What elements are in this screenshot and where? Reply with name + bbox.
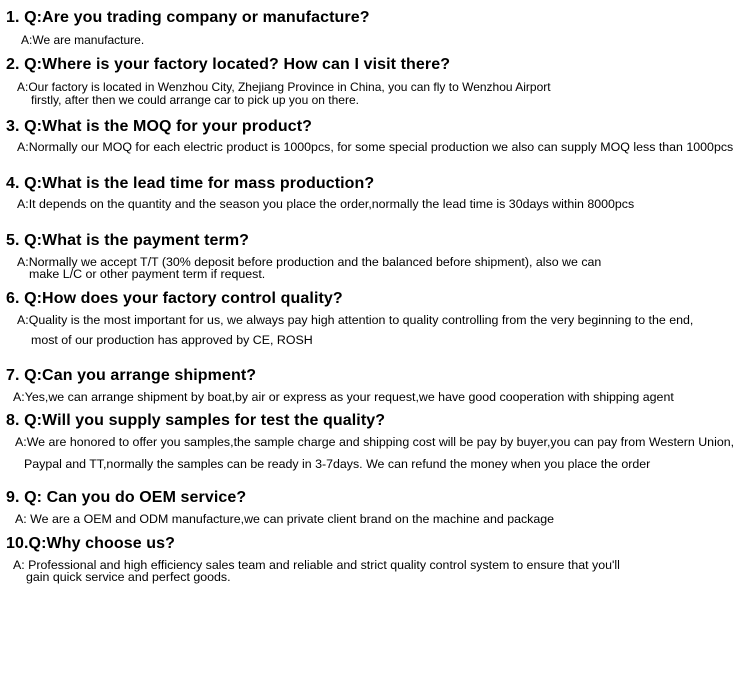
faq-answer-2-line-2: firstly, after then we could arrange car to pick up you on there.	[31, 93, 359, 107]
faq-question-4: 4. Q:What is the lead time for mass production?	[6, 175, 375, 192]
faq-question-7: 7. Q:Can you arrange shipment?	[6, 367, 257, 384]
faq-question-5: 5. Q:What is the payment term?	[6, 232, 250, 249]
faq-answer-8-line-1: A:We are honored to offer you samples,the sample charge and shipping cost will be pay by buyer,you can pay from Western Union,	[15, 435, 735, 449]
faq-answer-4: A:It depends on the quantity and the season you place the order,normally the lead time is 30days within 8000pcs	[17, 197, 635, 211]
faq-answer-5-line-2: make L/C or other payment term if request.	[29, 267, 266, 281]
faq-question-1: 1. Q:Are you trading company or manufacture?	[6, 9, 370, 26]
faq-question-9: 9. Q: Can you do OEM service?	[6, 489, 247, 506]
faq-answer-10-line-1: A: Professional and high efficiency sales team and reliable and strict quality control system to ensure that you'll	[13, 558, 620, 572]
faq-question-2: 2. Q:Where is your factory located? How can I visit there?	[6, 56, 451, 73]
faq-question-8: 8. Q:Will you supply samples for test the quality?	[6, 412, 386, 429]
faq-answer-6-line-2: most of our production has approved by CE, ROSH	[31, 333, 313, 347]
faq-question-6: 6. Q:How does your factory control quality?	[6, 290, 343, 307]
faq-answer-8-line-2: Paypal and TT,normally the samples can be ready in 3-7days. We can refund the money when you place the order	[24, 457, 651, 471]
faq-answer-9: A: We are a OEM and ODM manufacture,we can private client brand on the machine and package	[15, 512, 555, 526]
faq-question-3: 3. Q:What is the MOQ for your product?	[6, 118, 313, 135]
faq-answer-10-line-2: gain quick service and perfect goods.	[26, 570, 231, 584]
faq-answer-7: A:Yes,we can arrange shipment by boat,by air or express as your request,we have good cooperation with shipping agent	[13, 390, 674, 404]
faq-answer-3: A:Normally our MOQ for each electric product is 1000pcs, for some special production we also can supply MOQ less than 1000pcs	[17, 140, 734, 154]
faq-answer-6-line-1: A:Quality is the most important for us, we always pay high attention to quality controlling from the very beginning to the end,	[17, 313, 694, 327]
faq-answer-2-line-1: A:Our factory is located in Wenzhou City, Zhejiang Province in China, you can fly to Wenzhou Airport	[17, 80, 551, 94]
faq-answer-5-line-1: A:Normally we accept T/T (30% deposit before production and the balanced before shipment), also we can	[17, 255, 602, 269]
faq-answer-1: A:We are manufacture.	[21, 33, 145, 47]
faq-question-10: 10.Q:Why choose us?	[6, 535, 176, 552]
